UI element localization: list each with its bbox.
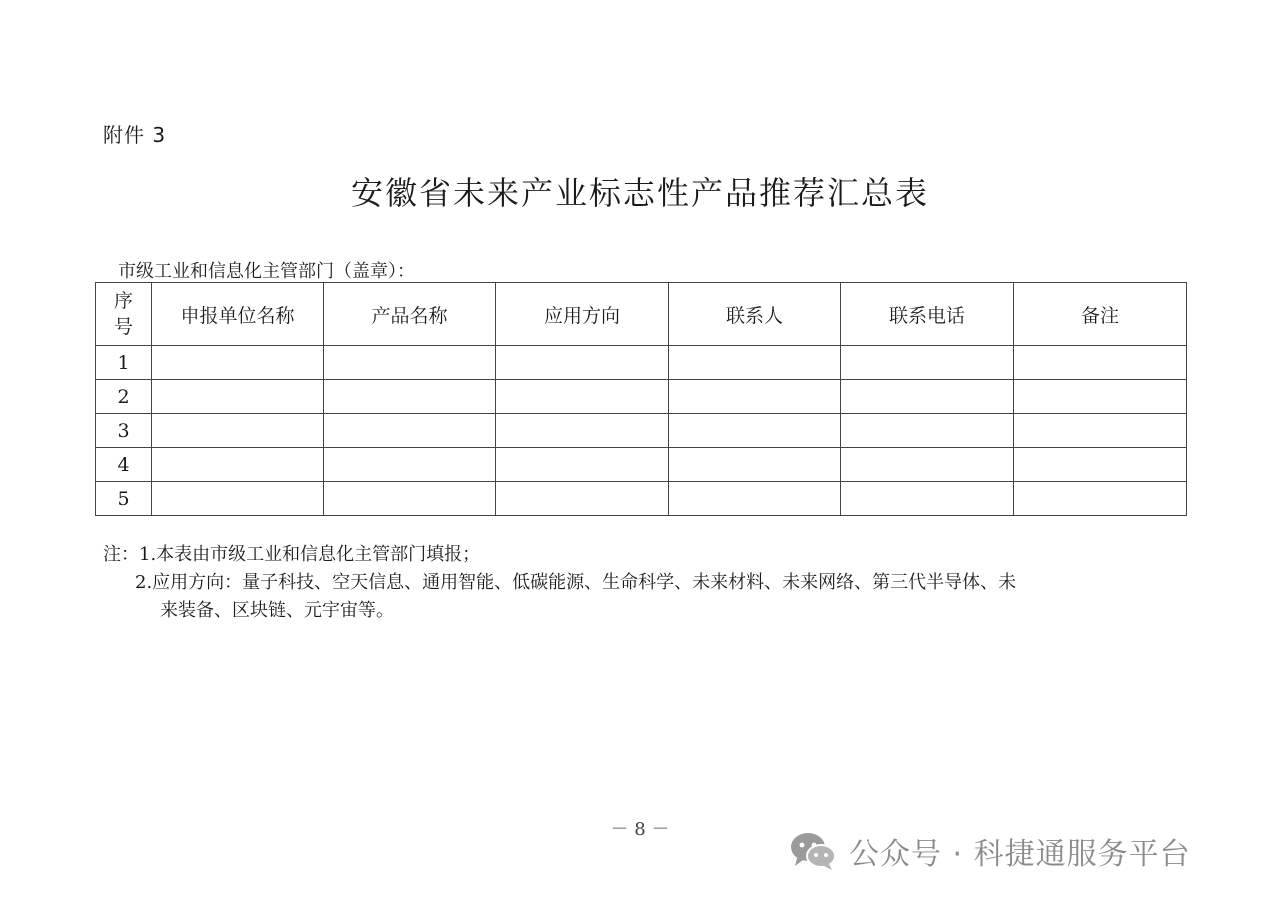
department-seal-line: 市级工业和信息化主管部门（盖章）：	[118, 261, 415, 282]
note-line-3: 来装备、区块链、元宇宙等。	[160, 600, 394, 621]
header-seq	[96, 283, 152, 346]
header-phone: 联系电话	[841, 283, 1014, 346]
table-row	[96, 380, 1187, 414]
cell-contact[interactable]	[669, 414, 841, 448]
cell-application[interactable]	[496, 448, 669, 482]
cell-remarks[interactable]	[1014, 346, 1187, 380]
header-unit-name: 申报单位名称	[152, 283, 324, 346]
table-row	[96, 414, 1187, 448]
table-header-row	[96, 283, 1187, 346]
cell-unit-name[interactable]	[152, 380, 324, 414]
page-title: 安徽省未来产业标志性产品推荐汇总表	[350, 174, 929, 212]
note-line-1: 注：1.本表由市级工业和信息化主管部门填报；	[103, 544, 481, 565]
table-row	[96, 482, 1187, 516]
attachment-label: 附件 3	[103, 123, 167, 147]
header-product-name: 产品名称	[324, 283, 496, 346]
row-number: 5	[96, 482, 152, 516]
cell-unit-name[interactable]	[152, 448, 324, 482]
cell-contact[interactable]	[669, 482, 841, 516]
row-number: 1	[96, 346, 152, 380]
row-number: 2	[96, 380, 152, 414]
table-row	[96, 448, 1187, 482]
cell-contact[interactable]	[669, 448, 841, 482]
note-line-2: 2.应用方向：量子科技、空天信息、通用智能、低碳能源、生命科学、未来材料、未来网络、第三代半导体、未	[135, 572, 1017, 593]
cell-contact[interactable]	[669, 346, 841, 380]
cell-phone[interactable]	[841, 482, 1014, 516]
cell-contact[interactable]	[669, 380, 841, 414]
header-seq-top: 序	[113, 290, 133, 312]
cell-product-name[interactable]	[324, 414, 496, 448]
cell-product-name[interactable]	[324, 380, 496, 414]
page-number: － 8 －	[610, 819, 670, 840]
header-remarks: 备注	[1014, 283, 1187, 346]
summary-table	[95, 282, 1187, 516]
header-application: 应用方向	[496, 283, 669, 346]
cell-application[interactable]	[496, 346, 669, 380]
cell-application[interactable]	[496, 380, 669, 414]
notes	[103, 541, 1188, 625]
cell-unit-name[interactable]	[152, 482, 324, 516]
cell-unit-name[interactable]	[152, 346, 324, 380]
cell-product-name[interactable]	[324, 482, 496, 516]
cell-phone[interactable]	[841, 414, 1014, 448]
cell-remarks[interactable]	[1014, 448, 1187, 482]
cell-product-name[interactable]	[324, 346, 496, 380]
cell-unit-name[interactable]	[152, 414, 324, 448]
header-contact: 联系人	[669, 283, 841, 346]
row-number: 4	[96, 448, 152, 482]
wechat-icon	[789, 831, 837, 871]
cell-remarks[interactable]	[1014, 482, 1187, 516]
cell-remarks[interactable]	[1014, 380, 1187, 414]
cell-remarks[interactable]	[1014, 414, 1187, 448]
cell-application[interactable]	[496, 414, 669, 448]
cell-application[interactable]	[496, 482, 669, 516]
row-number: 3	[96, 414, 152, 448]
header-seq-bottom: 号	[113, 316, 133, 338]
table-row	[96, 346, 1187, 380]
watermark-text: 公众号 · 科捷通服务平台	[849, 837, 1191, 872]
cell-phone[interactable]	[841, 380, 1014, 414]
watermark	[789, 829, 1191, 873]
cell-product-name[interactable]	[324, 448, 496, 482]
cell-phone[interactable]	[841, 346, 1014, 380]
cell-phone[interactable]	[841, 448, 1014, 482]
